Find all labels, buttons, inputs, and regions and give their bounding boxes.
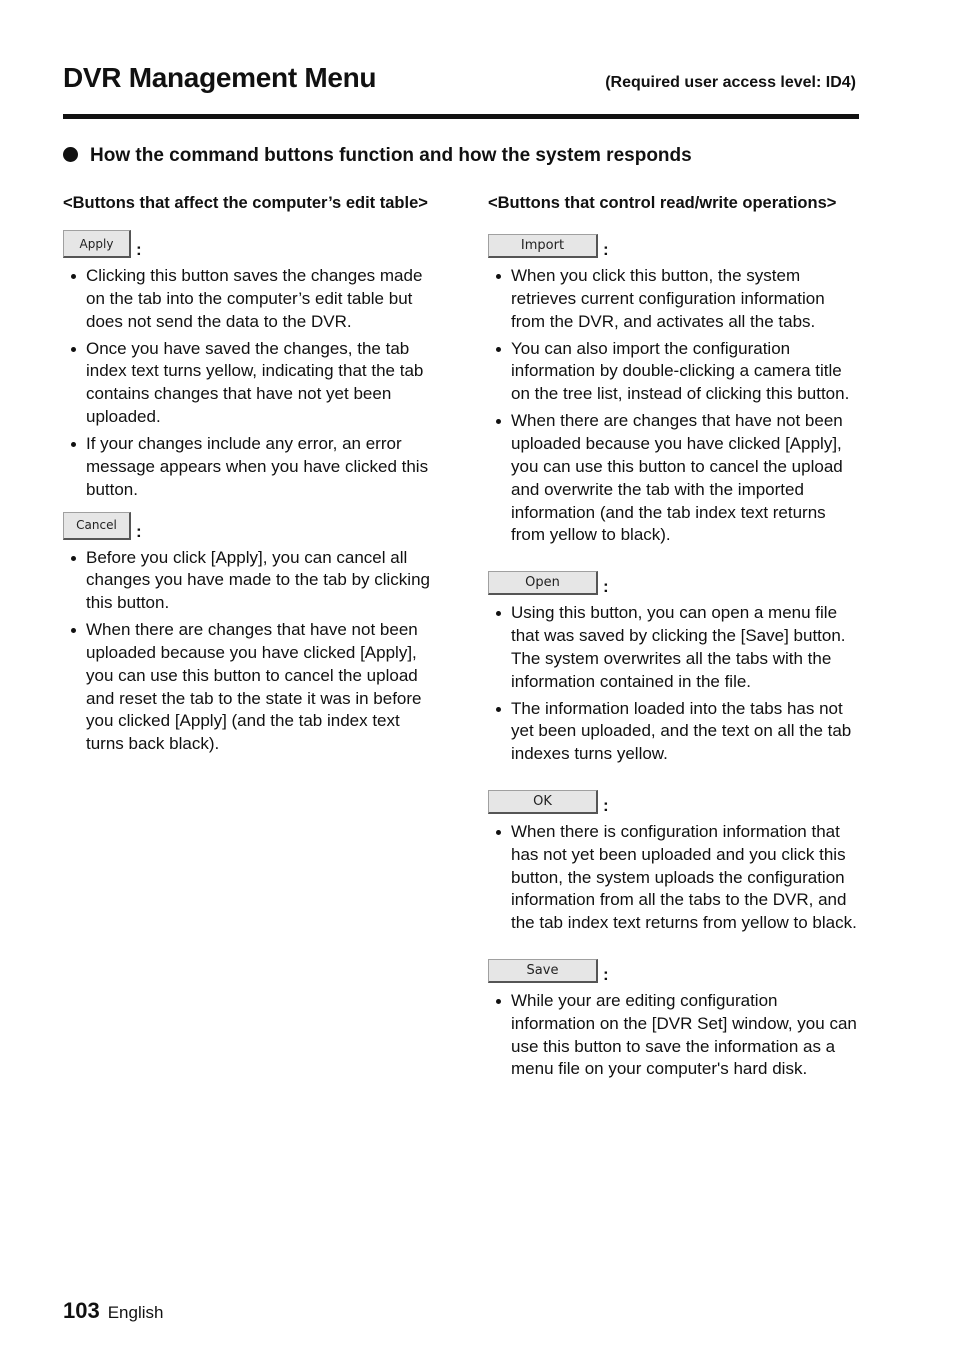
footer-language: English	[107, 1303, 164, 1322]
list-item: While your are editing configuration information on the [DVR Set] window, you can use this button to save the information as a menu file on your computer's hard disk.	[488, 990, 858, 1081]
open-button-row	[488, 565, 858, 595]
button-colon: :	[603, 965, 609, 985]
list-item: If your changes include any error, an error message appears when you have clicked this button.	[63, 433, 431, 501]
open-bullet-list	[488, 602, 858, 766]
save-button[interactable]: Save	[488, 959, 598, 983]
left-column	[63, 192, 431, 760]
button-colon: :	[603, 796, 609, 816]
save-group	[488, 953, 858, 1081]
list-item: When there is configuration information that has not yet been uploaded and you click this button, the system uploads the configuration information from all the tabs to the DVR, and the tab index text returns from yellow to black.	[488, 821, 858, 935]
page-number: 103	[63, 1298, 100, 1323]
access-level-note: (Required user access level: ID4)	[605, 74, 856, 91]
import-bullet-list	[488, 265, 858, 547]
apply-bullet-list	[63, 265, 431, 502]
right-column-heading: <Buttons that control read/write operations>	[488, 194, 837, 212]
apply-button-row	[63, 228, 431, 258]
list-item: When you click this button, the system retrieves current configuration information from the DVR, and activates all the tabs.	[488, 265, 858, 333]
import-button[interactable]: Import	[488, 234, 598, 258]
list-item: Before you click [Apply], you can cancel all changes you have made to the tab by clicking this button.	[63, 547, 431, 615]
apply-button[interactable]: Apply	[63, 230, 131, 258]
cancel-group	[63, 510, 431, 756]
save-bullet-list	[488, 990, 858, 1081]
page-footer	[63, 1298, 163, 1324]
button-colon: :	[603, 240, 609, 259]
import-button-row	[488, 228, 858, 258]
bullet-circle-icon	[63, 147, 78, 162]
section-heading-text: How the command buttons function and how the system responds	[90, 145, 692, 166]
ok-bullet-list	[488, 821, 858, 935]
list-item: You can also import the configuration information by double-clicking a camera title on the tree list, instead of clicking this button.	[488, 338, 858, 406]
list-item: Clicking this button saves the changes made on the tab into the computer’s edit table but does not send the data to the DVR.	[63, 265, 431, 333]
open-button[interactable]: Open	[488, 571, 598, 595]
open-group	[488, 565, 858, 766]
page-header-title: DVR Management Menu	[63, 62, 377, 93]
list-item: When there are changes that have not been uploaded because you have clicked [Apply], you can use this button to cancel the upload and overwrite the tab with the imported information (and the tab index text returns from yellow to black).	[488, 410, 858, 547]
cancel-bullet-list	[63, 547, 431, 756]
import-group	[488, 228, 858, 547]
list-item: When there are changes that have not been uploaded because you have clicked [Apply], you can use this button to cancel the upload and reset the tab to the state it was in before you clicked [Apply] (and the tab index text turns back black).	[63, 619, 431, 756]
apply-group	[63, 228, 431, 502]
left-column-heading: <Buttons that affect the computer’s edit table>	[63, 194, 428, 212]
cancel-button[interactable]: Cancel	[63, 512, 131, 540]
right-column	[488, 192, 858, 1086]
button-colon: :	[136, 521, 142, 541]
cancel-button-row	[63, 510, 431, 540]
ok-button[interactable]: OK	[488, 790, 598, 814]
ok-button-row	[488, 784, 858, 814]
header-rule	[63, 114, 859, 119]
section-heading	[63, 145, 863, 167]
ok-group	[488, 784, 858, 935]
list-item: Using this button, you can open a menu file that was saved by clicking the [Save] button. The system overwrites all the tabs with the information contained in the file.	[488, 602, 858, 693]
button-colon: :	[603, 577, 609, 597]
list-item: Once you have saved the changes, the tab index text turns yellow, indicating that the tab contains changes that have not yet been uploaded.	[63, 338, 431, 429]
button-colon: :	[136, 240, 142, 259]
list-item: The information loaded into the tabs has not yet been uploaded, and the text on all the tab indexes turns yellow.	[488, 698, 858, 766]
save-button-row	[488, 953, 858, 983]
